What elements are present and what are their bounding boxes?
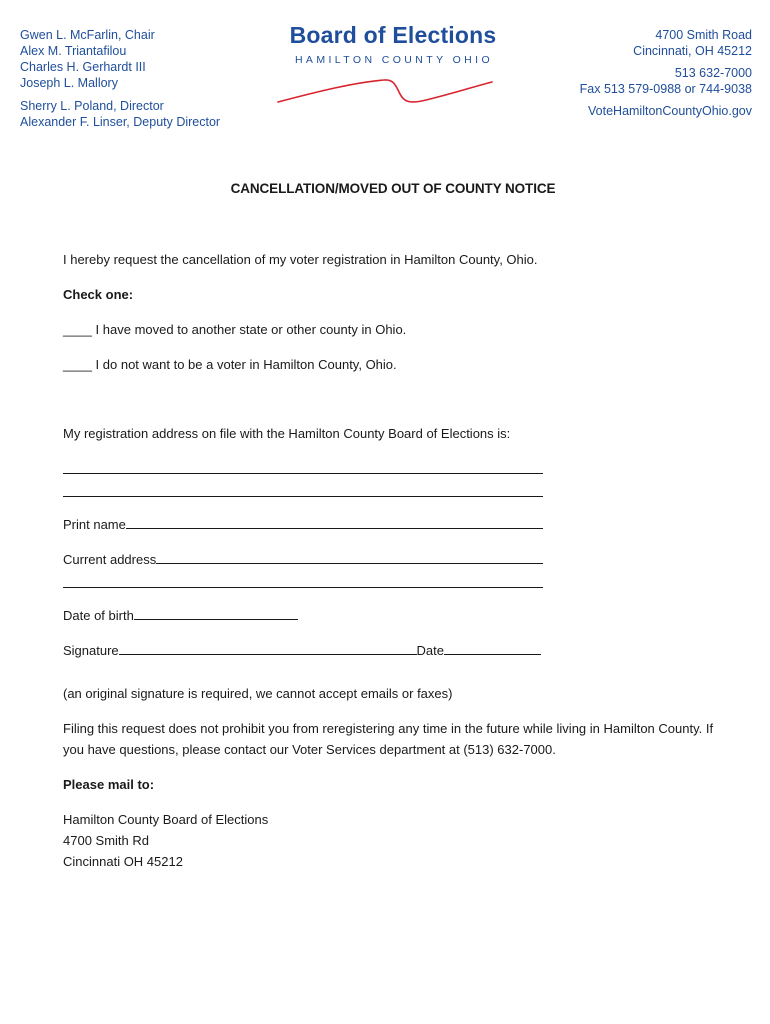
option-blank[interactable]: ____ [63,357,92,372]
phone-line: 513 632-7000 [674,66,752,80]
current-address-line-2[interactable] [63,587,543,588]
signature-field[interactable] [119,640,417,655]
form-title: CANCELLATION/MOVED OUT OF COUNTY NOTICE [230,181,556,196]
registration-address-label: My registration address on file with the Hamilton County Board of Elections is: [63,426,511,441]
print-name-field[interactable] [126,514,543,529]
signature-note: (an original signature is required, we cannot accept emails or faxes) [63,686,453,701]
option-not-voter[interactable] [63,354,397,375]
option-not-voter-label: I do not want to be a voter in Hamilton County, Ohio. [95,357,397,372]
mail-address-line: 4700 Smith Rd [63,833,149,848]
check-one-label: Check one: [63,287,134,302]
board-members-block [20,27,220,130]
brand-title: Board of Elections [289,22,497,48]
mail-address-line: Cincinnati OH 45212 [63,854,183,869]
date-of-birth-label: Date of birth [63,608,134,623]
phone-line: Fax 513 579-0988 or 744-9038 [579,82,752,96]
request-statement: I hereby request the cancellation of my voter registration in Hamilton County, Ohio. [63,252,538,267]
option-moved[interactable] [63,319,406,340]
brand-subtitle: HAMILTON COUNTY OHIO [294,54,494,66]
mail-address-block [63,809,268,872]
print-name-label: Print name [63,517,126,532]
print-name-row [63,514,543,535]
address-line: Cincinnati, OH 45212 [633,44,752,58]
board-member: Joseph L. Mallory [20,76,118,90]
filing-note: Filing this request does not prohibit you from reregistering any time in the future while living in Hamilton County. If you have questions, please contact our Voter Services department at (513) 632-7000. [63,721,714,757]
current-address-row [63,549,543,570]
date-of-birth-row [63,605,298,626]
board-member: Gwen L. McFarlin, Chair [20,28,155,42]
date-field[interactable] [444,640,541,655]
address-line: 4700 Smith Road [655,28,752,42]
date-label: Date [416,643,444,658]
registration-address-line-1[interactable] [63,473,543,474]
option-blank[interactable]: ____ [63,322,92,337]
current-address-label: Current address [63,552,157,567]
contact-block [580,27,752,119]
staff-member: Alexander F. Linser, Deputy Director [20,115,221,129]
signature-label: Signature [63,643,119,658]
board-member: Charles H. Gerhardt III [20,60,146,74]
board-member: Alex M. Triantafilou [20,44,127,58]
mail-address-line: Hamilton County Board of Elections [63,812,269,827]
current-address-field[interactable] [156,549,543,564]
date-of-birth-field[interactable] [134,605,298,620]
brand-logo [270,22,510,66]
staff-member: Sherry L. Poland, Director [20,99,164,113]
website-link[interactable]: VoteHamiltonCountyOhio.gov [588,104,752,118]
signature-row [63,640,541,661]
option-moved-label: I have moved to another state or other county in Ohio. [95,322,407,337]
mail-label: Please mail to: [63,777,155,792]
swoosh-logo-mark [276,74,496,108]
registration-address-line-2[interactable] [63,496,543,497]
